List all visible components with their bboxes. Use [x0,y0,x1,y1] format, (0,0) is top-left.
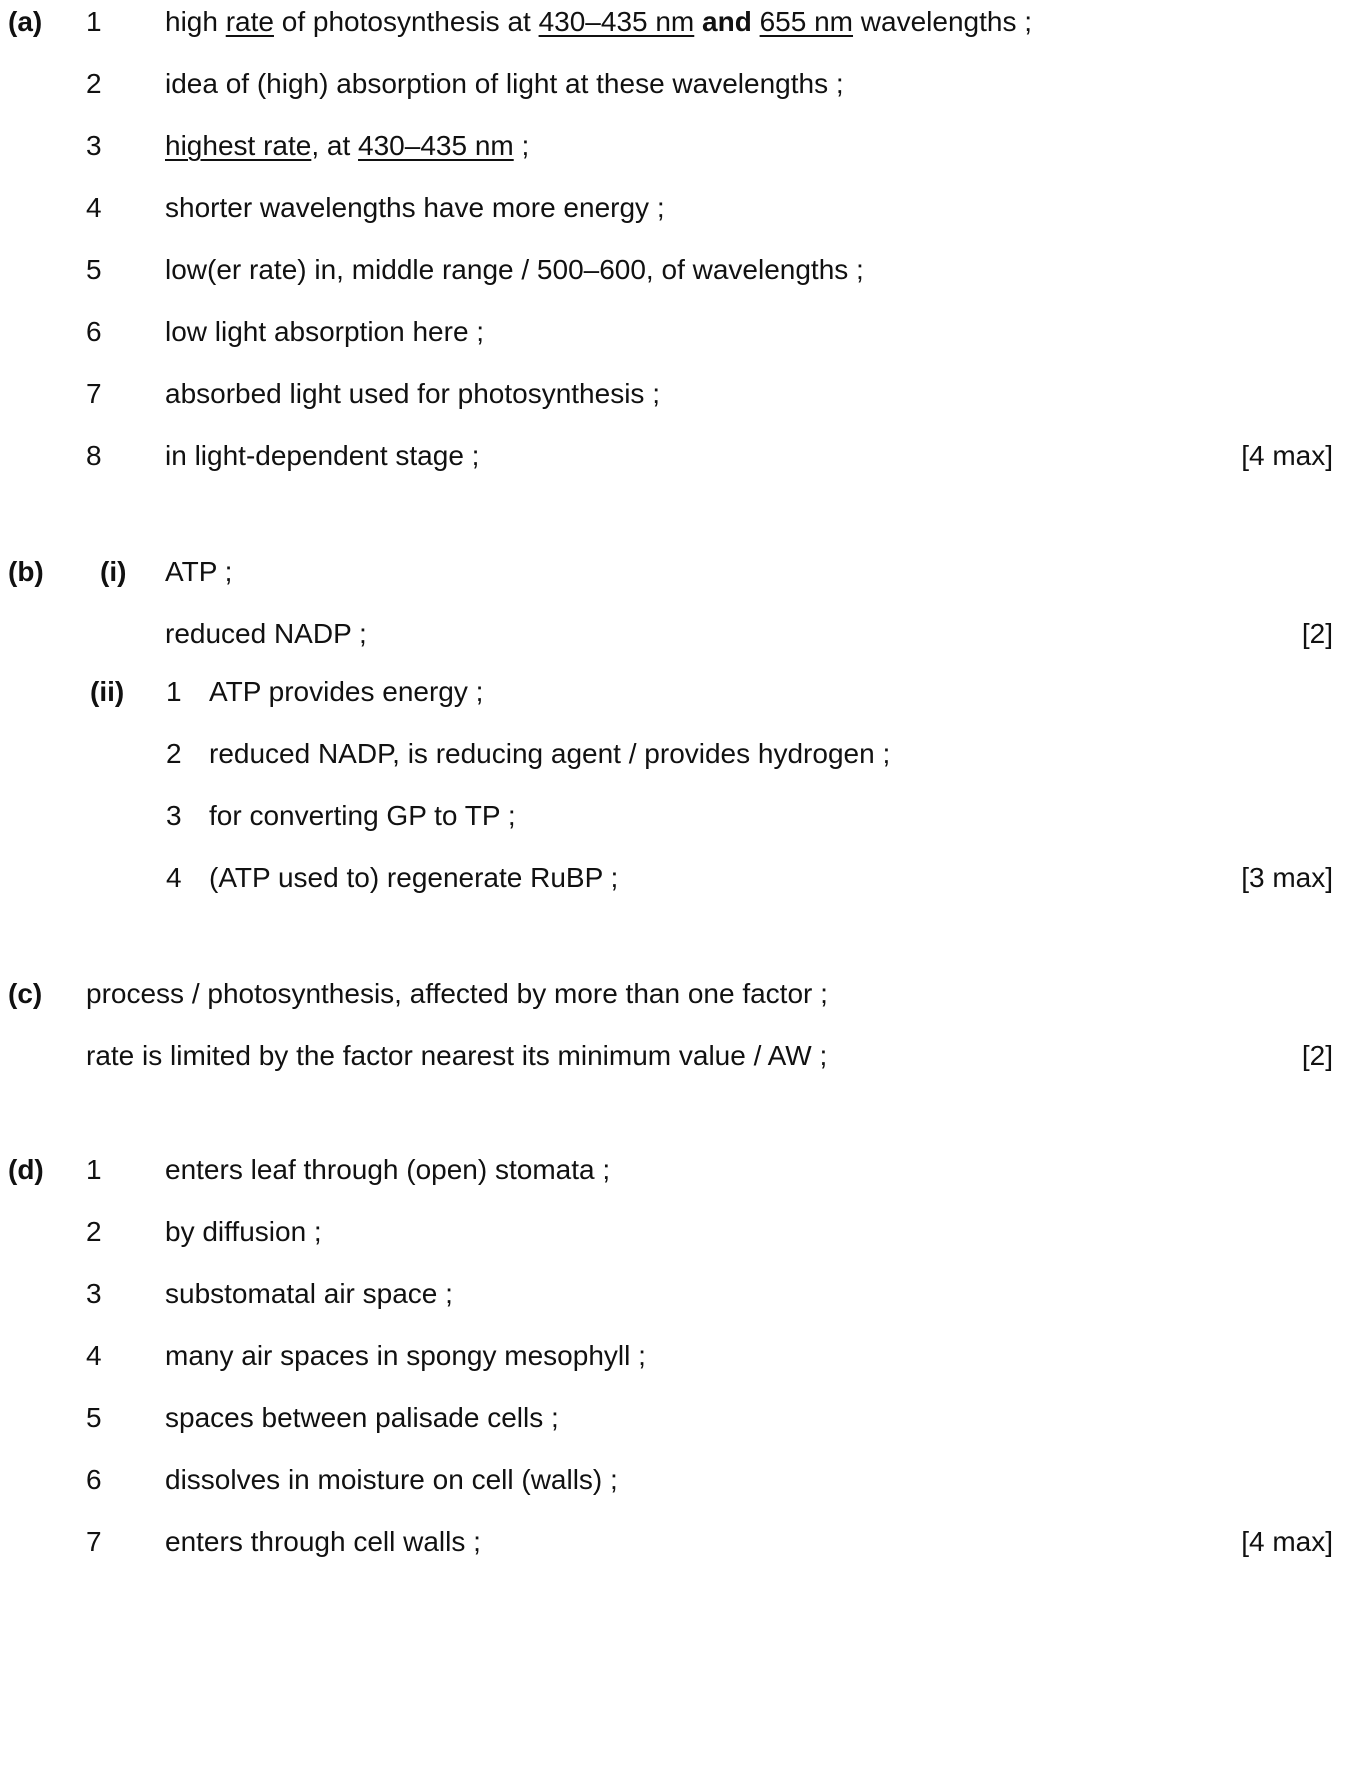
item-number: 6 [86,1464,102,1495]
answer-line: low(er rate) in, middle range / 500–600, of wavelengths ; [165,254,864,285]
item-number: 8 [86,440,102,471]
marks-allocation: [2] [1301,1040,1333,1071]
answer-line: spaces between palisade cells ; [165,1402,559,1433]
answer-line: by diffusion ; [165,1216,322,1247]
section-b-label: (b) [8,556,44,587]
item-number: 4 [166,862,182,893]
answer-line: reduced NADP, is reducing agent / provides hydrogen ; [209,738,891,769]
section-c-label: (c) [8,978,43,1009]
subpart-ii-label: (ii) [90,676,125,707]
item-number: 3 [86,130,102,161]
item-number: 3 [166,800,182,831]
item-number: 2 [86,68,102,99]
answer-line: absorbed light used for photosynthesis ; [165,378,660,409]
answer-line: many air spaces in spongy mesophyll ; [165,1340,646,1371]
item-number: 5 [86,1402,102,1433]
answer-line: dissolves in moisture on cell (walls) ; [165,1464,618,1495]
section-a-label: (a) [8,6,43,37]
answer-line: ATP provides energy ; [209,676,484,707]
answer-line: low light absorption here ; [165,316,485,347]
answer-line: for converting GP to TP ; [209,800,516,831]
answer-line: in light-dependent stage ; [165,440,480,471]
item-number: 2 [166,738,182,769]
item-number: 6 [86,316,102,347]
section-d-label: (d) [8,1154,44,1185]
item-number: 7 [86,378,102,409]
marks-allocation: [2] [1301,618,1333,649]
answer-line: highest rate, at 430–435 nm ; [165,130,530,161]
answer-line: shorter wavelengths have more energy ; [165,192,665,223]
answer-line: rate is limited by the factor nearest its minimum value / AW ; [86,1040,828,1071]
answer-line: enters through cell walls ; [165,1526,481,1557]
marks-allocation: [4 max] [1241,440,1333,471]
answer-line: process / photosynthesis, affected by more than one factor ; [86,978,828,1009]
answer-line: substomatal air space ; [165,1278,453,1309]
item-number: 4 [86,192,102,223]
item-number: 5 [86,254,102,285]
answer-line: (ATP used to) regenerate RuBP ; [209,862,619,893]
item-number: 7 [86,1526,102,1557]
answer-line: enters leaf through (open) stomata ; [165,1154,611,1185]
item-number: 1 [86,1154,102,1185]
subpart-i-label: (i) [100,556,127,587]
answer-line: idea of (high) absorption of light at these wavelengths ; [165,68,844,99]
answer-line: ATP ; [165,556,233,587]
item-number: 4 [86,1340,102,1371]
item-number: 1 [86,6,102,37]
marks-allocation: [3 max] [1241,862,1333,893]
answer-line: high rate of photosynthesis at 430–435 nm and 655 nm wavelengths ; [165,6,1033,37]
answer-line: reduced NADP ; [165,618,367,649]
item-number: 1 [166,676,182,707]
marks-allocation: [4 max] [1241,1526,1333,1557]
item-number: 3 [86,1278,102,1309]
item-number: 2 [86,1216,102,1247]
